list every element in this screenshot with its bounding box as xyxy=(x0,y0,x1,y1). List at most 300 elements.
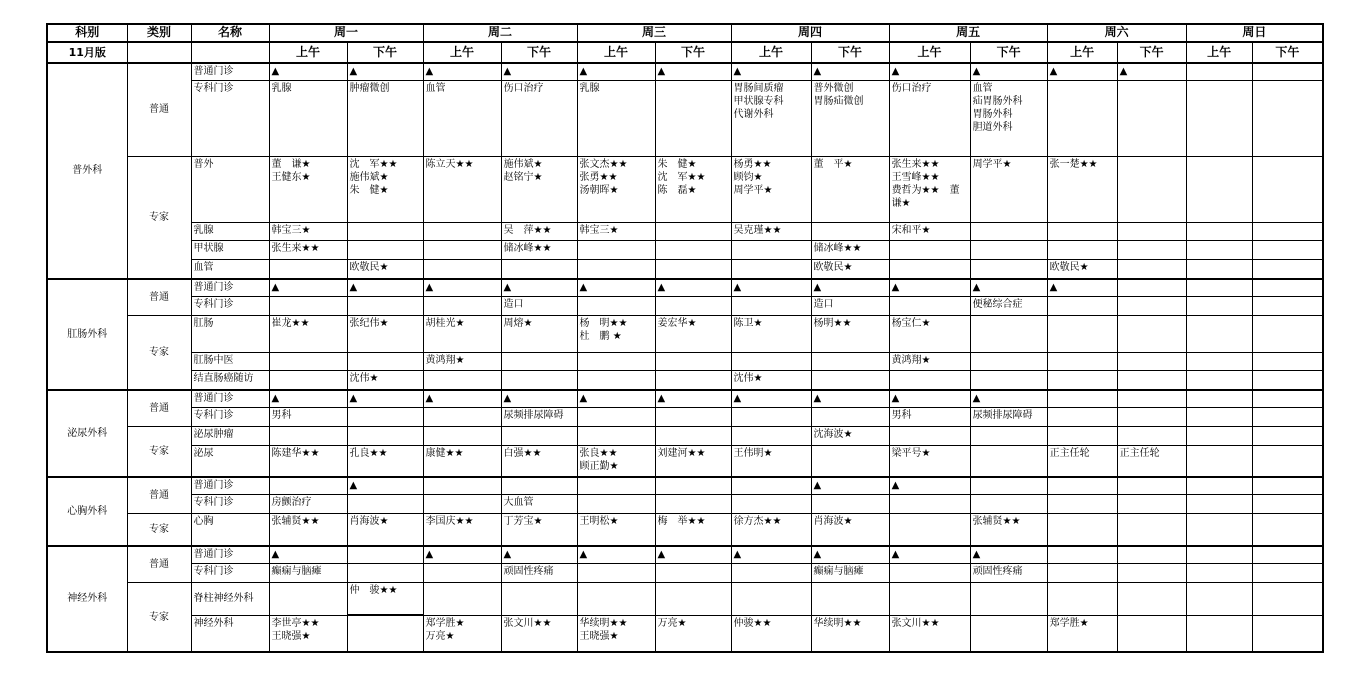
slot-tue-am xyxy=(423,241,501,260)
slot-line: 代谢外科 xyxy=(733,109,774,121)
slot-tue-pm xyxy=(501,260,577,279)
slot-thu-pm: 储冰峰★★ xyxy=(811,241,889,260)
slot-fri-pm: 周学平★ xyxy=(970,156,1047,222)
slot-sat-pm xyxy=(1117,615,1186,652)
slot-fri-pm: ▲ xyxy=(970,546,1047,564)
slot-sat-pm xyxy=(1117,156,1186,222)
slot-fri-am xyxy=(889,513,970,546)
slot-mon-am: 乳腺 xyxy=(269,81,347,156)
slot-wed-am xyxy=(577,477,655,495)
slot-line: 赵铭宁★ xyxy=(503,171,543,183)
slot-sun-am xyxy=(1186,513,1252,546)
slot-tue-pm xyxy=(501,352,577,371)
department-cell: 泌尿外科 xyxy=(47,390,127,477)
slot-tue-pm: 大血管 xyxy=(501,495,577,514)
slot-line: 张勇★★ xyxy=(579,171,618,183)
slot-mon-pm: 肿瘤微创 xyxy=(347,81,423,156)
slot-wed-pm: 梅 举★★ xyxy=(655,513,731,546)
clinic-name-cell: 专科门诊 xyxy=(191,564,269,583)
am-header: 上午 xyxy=(889,42,970,63)
slot-sun-pm xyxy=(1252,279,1323,297)
department-cell: 心胸外科 xyxy=(47,477,127,546)
clinic-name-cell: 专科门诊 xyxy=(191,81,269,156)
slot-tue-am xyxy=(423,615,501,652)
slot-mon-pm: 孔良★★ xyxy=(347,445,423,476)
slot-wed-am xyxy=(577,615,655,652)
slot-sun-am xyxy=(1186,260,1252,279)
schedule-row xyxy=(47,81,1323,156)
slot-sat-pm xyxy=(1117,260,1186,279)
slot-fri-pm xyxy=(970,371,1047,390)
am-header: 上午 xyxy=(1186,42,1252,63)
slot-wed-pm xyxy=(655,297,731,316)
slot-wed-pm xyxy=(655,426,731,445)
clinic-name-cell: 专科门诊 xyxy=(191,495,269,514)
slot-wed-pm xyxy=(655,241,731,260)
slot-fri-pm: 尿频排尿障碍 xyxy=(970,408,1047,427)
slot-tue-pm xyxy=(501,583,577,616)
slot-sat-am xyxy=(1047,241,1117,260)
slot-sun-am xyxy=(1186,352,1252,371)
slot-tue-pm: ▲ xyxy=(501,63,577,81)
category-cell: 专家 xyxy=(127,315,191,389)
slot-mon-pm: ▲ xyxy=(347,63,423,81)
slot-fri-am: ▲ xyxy=(889,390,970,408)
slot-thu-pm xyxy=(811,222,889,241)
slot-fri-pm xyxy=(970,81,1047,156)
slot-thu-pm: 欧敬民★ xyxy=(811,260,889,279)
slot-mon-am: 癫痫与脑瘫 xyxy=(269,564,347,583)
slot-tue-am xyxy=(423,477,501,495)
slot-sun-am xyxy=(1186,390,1252,408)
pm-header: 下午 xyxy=(970,42,1047,63)
slot-tue-pm: 周熔★ xyxy=(501,315,577,352)
slot-sun-am xyxy=(1186,426,1252,445)
schedule-row xyxy=(47,279,1323,297)
slot-sun-pm xyxy=(1252,426,1323,445)
slot-line: 王雪峰★★ xyxy=(891,171,940,183)
slot-line: 血管 xyxy=(972,83,993,95)
slot-sat-am: 张一楚★★ xyxy=(1047,156,1117,222)
slot-wed-pm xyxy=(655,260,731,279)
slot-mon-pm: 肖海波★ xyxy=(347,513,423,546)
slot-sun-pm xyxy=(1252,615,1323,652)
slot-wed-am xyxy=(577,371,655,390)
slot-tue-am xyxy=(423,297,501,316)
slot-thu-pm: 杨明★★ xyxy=(811,315,889,352)
slot-mon-pm: ▲ xyxy=(347,390,423,408)
slot-wed-pm: ▲ xyxy=(655,390,731,408)
slot-fri-am: 杨宝仁★ xyxy=(889,315,970,352)
slot-sun-pm xyxy=(1252,583,1323,616)
slot-sat-am xyxy=(1047,564,1117,583)
slot-sat-am: 正主任轮 xyxy=(1047,445,1117,476)
slot-tue-am: 胡桂光★ xyxy=(423,315,501,352)
slot-mon-am: 韩宝三★ xyxy=(269,222,347,241)
am-header: 上午 xyxy=(731,42,811,63)
slot-tue-pm: 吴 萍★★ xyxy=(501,222,577,241)
header-blank xyxy=(191,42,269,63)
slot-sun-am xyxy=(1186,279,1252,297)
slot-fri-am: ▲ xyxy=(889,546,970,564)
slot-mon-am: 房颤治疗 xyxy=(269,495,347,514)
slot-tue-pm xyxy=(501,477,577,495)
slot-line: 汤朝晖★ xyxy=(579,184,619,196)
schedule-row xyxy=(47,408,1323,427)
slot-line: 朱 健★ xyxy=(657,158,697,170)
slot-fri-am: 宋和平★ xyxy=(889,222,970,241)
slot-mon-pm xyxy=(347,546,423,564)
schedule-row xyxy=(47,63,1323,81)
clinic-name-cell: 肛肠中医 xyxy=(191,352,269,371)
header-row-days xyxy=(47,24,1323,42)
slot-wed-am: ▲ xyxy=(577,279,655,297)
slot-thu-pm: 肖海波★ xyxy=(811,513,889,546)
slot-thu-pm: 董 平★ xyxy=(811,156,889,222)
slot-line: 李世亭★★ xyxy=(271,617,320,629)
slot-fri-pm xyxy=(970,315,1047,352)
slot-fri-pm: 张辅贤★★ xyxy=(970,513,1047,546)
slot-sun-am xyxy=(1186,477,1252,495)
slot-mon-am: 陈建华★★ xyxy=(269,445,347,476)
slot-mon-pm xyxy=(347,495,423,514)
slot-mon-am: 张生来★★ xyxy=(269,241,347,260)
day-header-tue: 周二 xyxy=(423,24,577,42)
pm-header: 下午 xyxy=(347,42,423,63)
slot-fri-pm: 顽固性疼痛 xyxy=(970,564,1047,583)
clinic-name-cell: 泌尿 xyxy=(191,445,269,476)
slot-thu-am: ▲ xyxy=(731,390,811,408)
slot-thu-pm xyxy=(811,445,889,476)
slot-thu-pm: 沈海波★ xyxy=(811,426,889,445)
slot-line: 费哲为★★ 董 xyxy=(891,184,960,196)
slot-thu-pm xyxy=(811,371,889,390)
slot-fri-pm xyxy=(970,260,1047,279)
slot-sun-pm xyxy=(1252,81,1323,156)
slot-sat-pm xyxy=(1117,315,1186,352)
slot-mon-pm xyxy=(347,615,423,652)
slot-mon-pm: 张纪伟★ xyxy=(347,315,423,352)
slot-sat-pm xyxy=(1117,564,1186,583)
slot-wed-pm xyxy=(655,371,731,390)
slot-thu-am xyxy=(731,156,811,222)
slot-tue-am: 血管 xyxy=(423,81,501,156)
slot-wed-pm xyxy=(655,222,731,241)
clinic-name-cell: 普通门诊 xyxy=(191,546,269,564)
slot-tue-am xyxy=(423,583,501,616)
clinic-name-cell: 血管 xyxy=(191,260,269,279)
slot-thu-am xyxy=(731,477,811,495)
slot-sat-pm xyxy=(1117,297,1186,316)
slot-line: 陈 磊★ xyxy=(657,184,697,196)
pm-header: 下午 xyxy=(1117,42,1186,63)
slot-wed-am: 王明松★ xyxy=(577,513,655,546)
slot-sun-am xyxy=(1186,615,1252,652)
slot-sun-pm xyxy=(1252,315,1323,352)
slot-line: 万亮★ xyxy=(425,630,455,642)
category-cell: 专家 xyxy=(127,426,191,476)
slot-fri-am xyxy=(889,564,970,583)
slot-fri-pm xyxy=(970,615,1047,652)
schedule-row xyxy=(47,241,1323,260)
day-header-wed: 周三 xyxy=(577,24,731,42)
slot-tue-pm xyxy=(501,371,577,390)
slot-sat-am xyxy=(1047,513,1117,546)
slot-wed-am xyxy=(577,156,655,222)
slot-tue-pm: 白强★★ xyxy=(501,445,577,476)
slot-fri-am: ▲ xyxy=(889,279,970,297)
slot-line: 施伟斌★ xyxy=(503,158,543,170)
slot-mon-am xyxy=(269,260,347,279)
slot-tue-pm: 储冰峰★★ xyxy=(501,241,577,260)
slot-thu-pm: ▲ xyxy=(811,63,889,81)
slot-line: 胃肠疝微创 xyxy=(813,96,864,108)
slot-mon-am xyxy=(269,477,347,495)
clinic-name-cell: 结直肠癌随访 xyxy=(191,371,269,390)
slot-tue-am: 李国庆★★ xyxy=(423,513,501,546)
slot-wed-pm xyxy=(655,495,731,514)
slot-tue-pm: 顽固性疼痛 xyxy=(501,564,577,583)
slot-fri-pm: ▲ xyxy=(970,63,1047,81)
slot-sat-pm xyxy=(1117,390,1186,408)
slot-line: 张生来★★ xyxy=(891,158,940,170)
slot-fri-am xyxy=(889,426,970,445)
slot-thu-pm xyxy=(811,495,889,514)
clinic-name-cell: 泌尿肿瘤 xyxy=(191,426,269,445)
slot-wed-pm xyxy=(655,564,731,583)
slot-thu-am xyxy=(731,81,811,156)
slot-sat-pm xyxy=(1117,371,1186,390)
slot-thu-pm xyxy=(811,583,889,616)
slot-thu-am: ▲ xyxy=(731,546,811,564)
slot-mon-am xyxy=(269,615,347,652)
slot-wed-pm xyxy=(655,408,731,427)
slot-mon-pm xyxy=(347,426,423,445)
day-header-thu: 周四 xyxy=(731,24,889,42)
slot-tue-pm xyxy=(501,426,577,445)
slot-sat-am: 欧敬民★ xyxy=(1047,260,1117,279)
slot-sun-pm xyxy=(1252,156,1323,222)
slot-sun-pm xyxy=(1252,260,1323,279)
slot-tue-am: ▲ xyxy=(423,63,501,81)
header-blank xyxy=(127,42,191,63)
slot-wed-pm: 刘建河★★ xyxy=(655,445,731,476)
slot-mon-pm: 仲 骏★★ xyxy=(347,583,423,616)
slot-sun-am xyxy=(1186,315,1252,352)
slot-sat-am xyxy=(1047,408,1117,427)
slot-line: 施伟斌★ xyxy=(349,171,389,183)
category-cell: 专家 xyxy=(127,156,191,279)
slot-line: 胆道外科 xyxy=(972,122,1013,134)
schedule-row xyxy=(47,352,1323,371)
clinic-name-cell: 乳腺 xyxy=(191,222,269,241)
slot-mon-pm xyxy=(347,352,423,371)
slot-thu-am xyxy=(731,297,811,316)
slot-mon-am xyxy=(269,583,347,616)
slot-wed-pm xyxy=(655,477,731,495)
slot-sat-am xyxy=(1047,81,1117,156)
slot-thu-pm xyxy=(811,81,889,156)
slot-tue-pm: 张文川★★ xyxy=(501,615,577,652)
slot-mon-am xyxy=(269,297,347,316)
type-column-header: 类别 xyxy=(127,24,191,42)
slot-sun-am xyxy=(1186,583,1252,616)
category-cell: 普通 xyxy=(127,63,191,156)
slot-sat-pm xyxy=(1117,222,1186,241)
slot-line: 胃肠间质瘤 xyxy=(733,83,784,95)
slot-line: 王晓强★ xyxy=(579,630,619,642)
slot-sat-am xyxy=(1047,352,1117,371)
slot-sat-am: ▲ xyxy=(1047,279,1117,297)
slot-fri-am xyxy=(889,156,970,222)
schedule-row xyxy=(47,371,1323,390)
clinic-schedule-table xyxy=(46,23,1324,653)
category-cell: 普通 xyxy=(127,279,191,316)
slot-thu-pm: ▲ xyxy=(811,279,889,297)
slot-sun-pm xyxy=(1252,477,1323,495)
clinic-name-cell: 普通门诊 xyxy=(191,477,269,495)
slot-line: 张文杰★★ xyxy=(579,158,628,170)
clinic-name-cell: 普通门诊 xyxy=(191,390,269,408)
slot-line: 郑学胜★ xyxy=(425,617,465,629)
slot-sat-pm xyxy=(1117,583,1186,616)
day-header-sat: 周六 xyxy=(1047,24,1186,42)
slot-wed-am xyxy=(577,260,655,279)
schedule-row xyxy=(47,495,1323,514)
slot-line: 朱 健★ xyxy=(349,184,389,196)
slot-thu-am xyxy=(731,352,811,371)
slot-fri-pm xyxy=(970,495,1047,514)
slot-line: 顾正勤★ xyxy=(579,460,619,472)
slot-fri-am xyxy=(889,297,970,316)
slot-tue-am: 黄鸿翔★ xyxy=(423,352,501,371)
slot-thu-am xyxy=(731,260,811,279)
slot-thu-pm: ▲ xyxy=(811,477,889,495)
slot-wed-pm: ▲ xyxy=(655,279,731,297)
slot-wed-am xyxy=(577,445,655,476)
slot-mon-am: ▲ xyxy=(269,279,347,297)
slot-mon-am: ▲ xyxy=(269,63,347,81)
pm-header: 下午 xyxy=(655,42,731,63)
clinic-name-cell: 甲状腺 xyxy=(191,241,269,260)
slot-tue-am: ▲ xyxy=(423,390,501,408)
slot-fri-am: ▲ xyxy=(889,477,970,495)
slot-fri-pm xyxy=(970,352,1047,371)
am-header: 上午 xyxy=(269,42,347,63)
slot-thu-am xyxy=(731,241,811,260)
slot-tue-am: 康健★★ xyxy=(423,445,501,476)
slot-thu-am xyxy=(731,408,811,427)
slot-tue-am: ▲ xyxy=(423,546,501,564)
slot-sat-am xyxy=(1047,390,1117,408)
slot-line: 杜 鹏 ★ xyxy=(579,330,622,342)
slot-mon-am: 男科 xyxy=(269,408,347,427)
am-header: 上午 xyxy=(423,42,501,63)
slot-sun-pm xyxy=(1252,564,1323,583)
slot-sat-am xyxy=(1047,426,1117,445)
slot-line: 杨勇★★ xyxy=(733,158,772,170)
slot-tue-pm: ▲ xyxy=(501,546,577,564)
slot-sat-pm xyxy=(1117,495,1186,514)
slot-wed-pm xyxy=(655,156,731,222)
slot-sat-pm: ▲ xyxy=(1117,63,1186,81)
slot-sat-pm xyxy=(1117,426,1186,445)
slot-fri-am: 梁平号★ xyxy=(889,445,970,476)
dept-column-header: 科别 xyxy=(47,24,127,42)
slot-sat-pm xyxy=(1117,546,1186,564)
slot-fri-pm: ▲ xyxy=(970,279,1047,297)
slot-line: 谦★ xyxy=(891,197,911,209)
slot-sat-pm xyxy=(1117,279,1186,297)
slot-line: 甲状腺专科 xyxy=(733,96,784,108)
slot-wed-am xyxy=(577,315,655,352)
clinic-name-cell: 脊柱神经外科 xyxy=(191,583,269,616)
slot-sun-pm xyxy=(1252,513,1323,546)
slot-sun-am xyxy=(1186,156,1252,222)
slot-fri-pm xyxy=(970,445,1047,476)
slot-thu-pm: 华续明★★ xyxy=(811,615,889,652)
slot-mon-am: 崔龙★★ xyxy=(269,315,347,352)
slot-sat-am xyxy=(1047,583,1117,616)
slot-tue-pm: 丁芳宝★ xyxy=(501,513,577,546)
slot-line: 沈 军★★ xyxy=(349,158,398,170)
slot-tue-pm: 尿频排尿障碍 xyxy=(501,408,577,427)
slot-thu-am: 仲骏★★ xyxy=(731,615,811,652)
slot-wed-pm xyxy=(655,583,731,616)
slot-thu-am xyxy=(731,426,811,445)
clinic-name-cell: 专科门诊 xyxy=(191,408,269,427)
slot-fri-pm: 便秘综合症 xyxy=(970,297,1047,316)
slot-line: 顾钧★ xyxy=(733,171,763,183)
slot-sat-am: 郑学胜★ xyxy=(1047,615,1117,652)
schedule-row xyxy=(47,513,1323,546)
slot-tue-am xyxy=(423,495,501,514)
slot-thu-pm xyxy=(811,408,889,427)
slot-tue-am: ▲ xyxy=(423,279,501,297)
slot-sun-am xyxy=(1186,445,1252,476)
am-header: 上午 xyxy=(577,42,655,63)
slot-fri-am xyxy=(889,583,970,616)
clinic-name-cell: 心胸 xyxy=(191,513,269,546)
slot-tue-am xyxy=(423,222,501,241)
slot-wed-am: ▲ xyxy=(577,390,655,408)
slot-mon-pm xyxy=(347,222,423,241)
slot-thu-am xyxy=(731,564,811,583)
slot-sun-pm xyxy=(1252,222,1323,241)
slot-fri-am xyxy=(889,495,970,514)
slot-tue-am xyxy=(423,408,501,427)
slot-mon-pm: ▲ xyxy=(347,279,423,297)
slot-tue-pm: 造口 xyxy=(501,297,577,316)
slot-mon-pm xyxy=(347,408,423,427)
department-cell: 肛肠外科 xyxy=(47,279,127,390)
slot-wed-am xyxy=(577,426,655,445)
slot-fri-am: ▲ xyxy=(889,63,970,81)
slot-mon-am: ▲ xyxy=(269,546,347,564)
slot-sun-am xyxy=(1186,222,1252,241)
slot-sat-am: ▲ xyxy=(1047,63,1117,81)
slot-thu-am: 陈卫★ xyxy=(731,315,811,352)
category-cell: 普通 xyxy=(127,546,191,583)
slot-wed-pm: ▲ xyxy=(655,63,731,81)
slot-line: 杨 明★★ xyxy=(579,317,628,329)
slot-wed-am xyxy=(577,352,655,371)
schedule-row xyxy=(47,315,1323,352)
schedule-row xyxy=(47,445,1323,476)
slot-line: 华续明★★ xyxy=(579,617,628,629)
slot-sat-am xyxy=(1047,546,1117,564)
slot-fri-am xyxy=(889,241,970,260)
